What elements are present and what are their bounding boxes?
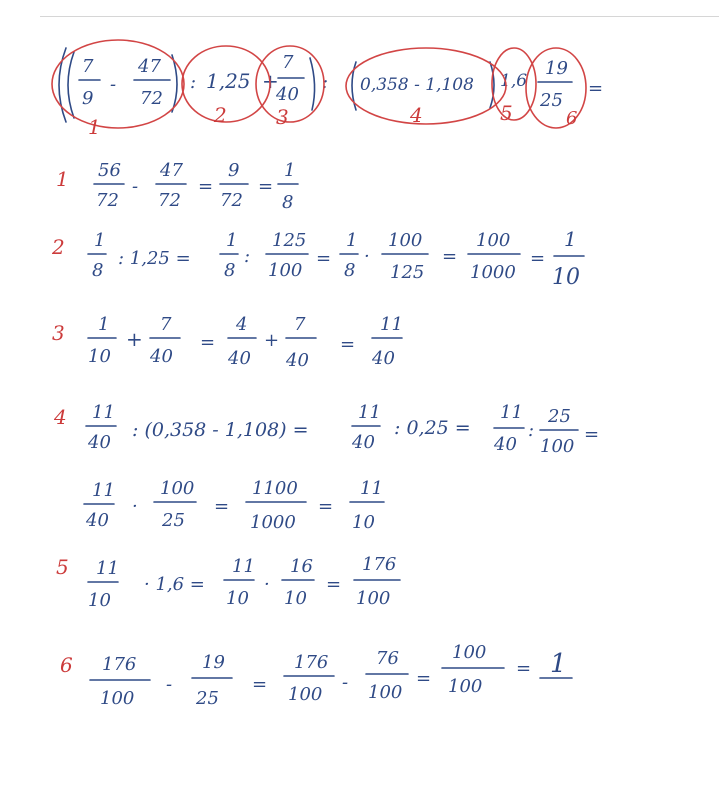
s2-frac-c-den: 100	[268, 260, 303, 281]
div-sign: :	[190, 72, 197, 93]
s4-colon: :	[528, 420, 535, 441]
s2-frac-b-num: 1	[226, 230, 238, 251]
s5-frac-b-den: 10	[226, 588, 249, 609]
label-3: 3	[276, 105, 289, 129]
step-2	[88, 227, 584, 290]
s6-op2: -	[342, 672, 349, 693]
s5-frac-a-num: 11	[96, 558, 119, 579]
s5-result-num: 176	[362, 554, 397, 575]
s2-frac-d-num: 1	[346, 230, 358, 251]
s6-frac-e-den: 100	[448, 676, 483, 697]
s2-text-1: : 1,25 =	[118, 248, 191, 269]
equals-sign: =	[588, 78, 604, 99]
s3-frac-b-num: 7	[160, 314, 172, 335]
s3-frac-c-den: 40	[228, 348, 251, 369]
problem-expression	[59, 48, 603, 122]
step-4	[86, 402, 599, 457]
s4-frac-b-den: 40	[352, 432, 375, 453]
s2-frac-a-den: 8	[92, 260, 104, 281]
s1-eq2: =	[258, 176, 274, 197]
step-num-6: 6	[60, 653, 73, 677]
step-num-5: 5	[56, 555, 69, 579]
s4b-eq: =	[214, 496, 230, 517]
s5-frac-c-num: 16	[290, 556, 313, 577]
s4-frac-a-den: 40	[88, 432, 111, 453]
s4b-result-num: 11	[360, 478, 383, 499]
s6-frac-c-den: 100	[288, 684, 323, 705]
frac-7-9-den: 9	[82, 88, 94, 109]
s6-frac-e-num: 100	[452, 642, 487, 663]
label-5: 5	[500, 101, 513, 125]
s1-eq: =	[198, 176, 214, 197]
s4-frac-d-den: 100	[540, 436, 575, 457]
s6-frac-a-den: 100	[100, 688, 135, 709]
step-6	[90, 642, 572, 709]
s4b-frac-a-num: 11	[92, 480, 115, 501]
s5-frac-b-num: 11	[232, 556, 255, 577]
s4b-eq2: =	[318, 496, 334, 517]
s4b-frac-c-den: 1000	[250, 512, 296, 533]
s3-result-num: 11	[380, 314, 403, 335]
label-2: 2	[214, 103, 227, 127]
s1-frac-a-num: 56	[98, 160, 121, 181]
s2-frac-b-den: 8	[224, 260, 236, 281]
s2-eq2: =	[442, 246, 458, 267]
s1-frac-a-den: 72	[96, 190, 119, 211]
frac-7-40-num: 7	[282, 52, 294, 73]
s1-frac-c-num: 9	[228, 160, 240, 181]
s6-eq2: =	[416, 668, 432, 689]
s3-frac-d-num: 7	[294, 314, 306, 335]
s4-text-1: : (0,358 - 1,108) =	[132, 419, 309, 441]
s6-frac-b-den: 25	[196, 688, 219, 709]
s6-frac-a-num: 176	[102, 654, 137, 675]
s3-eq2: =	[340, 334, 356, 355]
s4-frac-b-num: 11	[358, 402, 381, 423]
s4b-frac-c-num: 1100	[252, 478, 298, 499]
s5-frac-a-den: 10	[88, 590, 111, 611]
s2-frac-e-num: 100	[388, 230, 423, 251]
s1-frac-b-num: 47	[160, 160, 183, 181]
step-num-2: 2	[52, 235, 65, 259]
s6-frac-b-num: 19	[202, 652, 225, 673]
s1-op: -	[132, 176, 139, 197]
s1-frac-c-den: 72	[220, 190, 243, 211]
s4-eq: =	[584, 424, 600, 445]
step-num-3: 3	[52, 321, 65, 345]
s4b-result-den: 10	[352, 512, 375, 533]
step-1	[94, 160, 298, 213]
step-3	[88, 314, 403, 371]
step-num-1: 1	[56, 167, 69, 191]
s5-frac-c-den: 10	[284, 588, 307, 609]
label-4: 4	[410, 103, 423, 127]
s2-colon: :	[244, 246, 251, 267]
s1-result-den: 8	[282, 192, 294, 213]
minus-sign: -	[110, 74, 117, 95]
s2-dot: ·	[364, 246, 370, 267]
s3-frac-a-num: 1	[98, 314, 110, 335]
frac-19-25-den: 25	[540, 90, 563, 111]
frac-7-9-num: 7	[82, 56, 94, 77]
s2-frac-f-num: 100	[476, 230, 511, 251]
s6-eq: =	[252, 674, 268, 695]
s3-op2: +	[264, 330, 280, 351]
step-num-4: 4	[54, 405, 67, 429]
s4b-dot: ·	[132, 496, 138, 517]
s2-frac-c-num: 125	[272, 230, 307, 251]
s2-frac-a-num: 1	[94, 230, 106, 251]
s5-eq: =	[326, 574, 342, 595]
s3-frac-c-num: 4	[236, 314, 248, 335]
s4b-frac-a-den: 40	[86, 510, 109, 531]
s4-frac-c-num: 11	[500, 402, 523, 423]
s3-frac-a-den: 10	[88, 346, 111, 367]
frac-47-72-den: 72	[140, 88, 163, 109]
s4b-frac-b-den: 25	[162, 510, 185, 531]
step-markings	[51, 40, 586, 677]
frac-7-40-den: 40	[276, 84, 299, 105]
s3-eq: =	[200, 332, 216, 353]
s2-frac-d-den: 8	[344, 260, 356, 281]
s2-frac-f-den: 1000	[470, 262, 516, 283]
s2-result-den: 10	[552, 265, 580, 290]
close-paren-2	[310, 58, 315, 110]
s1-frac-b-den: 72	[158, 190, 181, 211]
plus-sign: +	[262, 69, 279, 93]
label-6: 6	[566, 108, 578, 129]
s4-frac-d-num: 25	[548, 406, 571, 427]
s6-frac-d-den: 100	[368, 682, 403, 703]
s3-frac-d-den: 40	[286, 350, 309, 371]
step-4-continued	[84, 478, 384, 533]
s5-result-den: 100	[356, 588, 391, 609]
s6-op: -	[166, 674, 173, 695]
value-1-6: 1,6	[500, 71, 528, 91]
s4-frac-c-den: 40	[494, 434, 517, 455]
inner-expression-4: 0,358 - 1,108	[360, 75, 474, 95]
s6-eq3: =	[516, 658, 532, 679]
s6-frac-c-num: 176	[294, 652, 329, 673]
s5-text-1: · 1,6 =	[144, 574, 205, 595]
open-paren-inner	[68, 52, 74, 118]
s5-dot: ·	[264, 574, 270, 595]
s6-final-result: 1	[550, 649, 567, 679]
s1-result-num: 1	[284, 160, 296, 181]
s2-frac-e-den: 125	[390, 262, 425, 283]
s2-eq: =	[316, 248, 332, 269]
s2-result-num: 1	[564, 227, 577, 251]
s3-op: +	[126, 327, 143, 351]
s4b-frac-b-num: 100	[160, 478, 195, 499]
frac-47-72-num: 47	[138, 56, 161, 77]
label-1: 1	[88, 115, 101, 139]
s2-eq3: =	[530, 248, 546, 269]
step-5	[88, 554, 400, 611]
s4-frac-a-num: 11	[92, 402, 115, 423]
loop-1	[52, 40, 184, 128]
s6-frac-d-num: 76	[376, 648, 399, 669]
s3-result-den: 40	[372, 348, 395, 369]
s3-frac-b-den: 40	[150, 346, 173, 367]
value-1-25: 1,25	[206, 69, 251, 93]
s4-text-2: : 0,25 =	[394, 417, 471, 439]
div-sign-2: :	[322, 72, 329, 93]
frac-19-25-num: 19	[545, 58, 568, 79]
